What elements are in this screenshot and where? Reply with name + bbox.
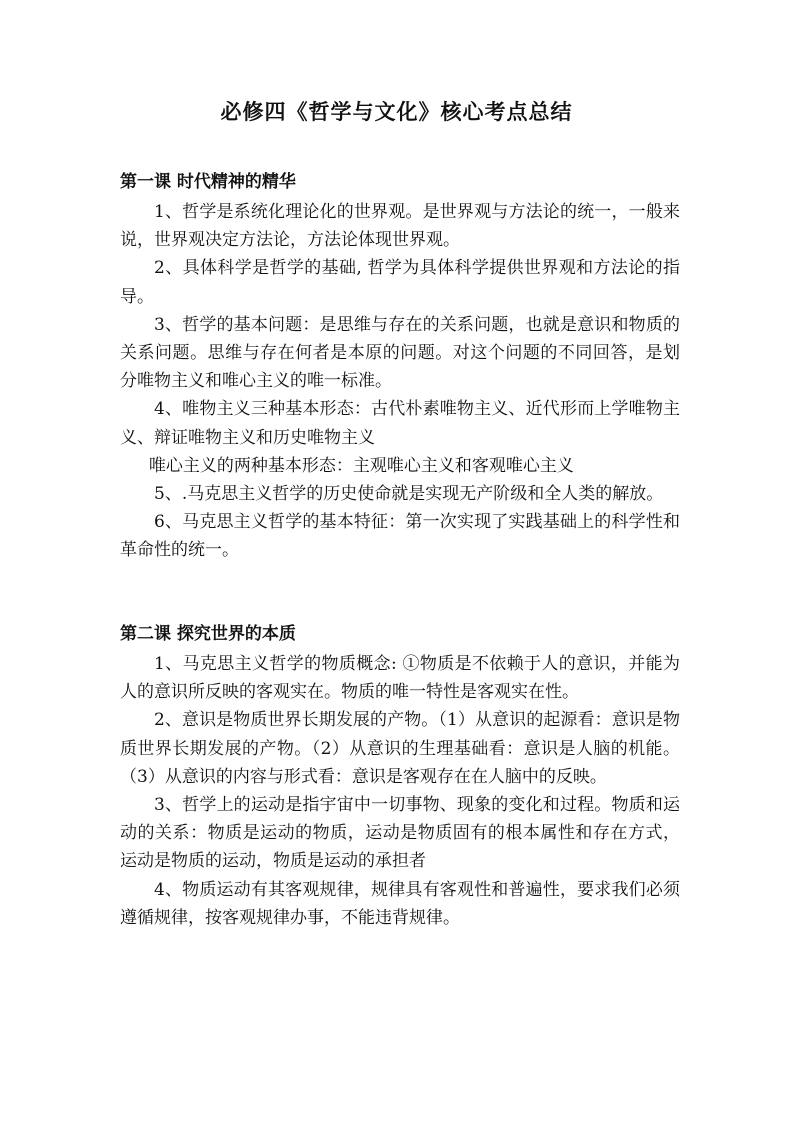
paragraph: 4、唯物主义三种基本形态：古代朴素唯物主义、近代形而上学唯物主义、辩证唯物主义和历史唯物主义	[120, 399, 680, 448]
section-heading: 第二课 探究世界的本质	[120, 624, 296, 644]
paragraph: 唯心主义的两种基本形态：主观唯心主义和客观唯心主义	[148, 455, 574, 476]
paragraph: 2、具体科学是哲学的基础, 哲学为具体科学提供世界观和方法论的指导。	[120, 258, 680, 307]
section-lesson-2	[120, 622, 680, 932]
page-title: 必修四《哲学与文化》核心考点总结	[220, 99, 573, 124]
paragraph: 6、马克思主义哲学的基本特征：第一次实现了实践基础上的科学性和革命性的统一。	[120, 512, 680, 561]
paragraph: 1、马克思主义哲学的物质概念: ①物质是不依赖于人的意识，并能为人的意识所反映的客观实在。物质的唯一特性是客观实在性。	[120, 654, 680, 703]
paragraph: 3、哲学的基本问题：是思维与存在的关系问题，也就是意识和物质的关系问题。思维与存在何者是本原的问题。对这个问题的不同回答，是划分唯物主义和唯心主义的唯一标准。	[120, 314, 680, 392]
paragraph: 1、哲学是系统化理论化的世界观。是世界观与方法论的统一，一般来说，世界观决定方法论，方法论体现世界观。	[120, 202, 680, 251]
section-heading: 第一课 时代精神的精华	[120, 172, 296, 192]
paragraph: 2、意识是物质世界长期发展的产物。（1）从意识的起源看：意识是物质世界长期发展的产物。（2）从意识的生理基础看：意识是人脑的机能。（3）从意识的内容与形式看：意识是客观存在在人脑中的反映。	[120, 710, 680, 787]
paragraph: 3、哲学上的运动是指宇宙中一切事物、现象的变化和过程。物质和运动的关系：物质是运动的物质，运动是物质固有的根本属性和存在方式，运动是物质的运动，物质是运动的承担者	[120, 795, 680, 872]
section-lesson-1	[120, 170, 680, 565]
paragraph: 4、物质运动有其客观规律，规律具有客观性和普遍性，要求我们必须遵循规律，按客观规律办事，不能违背规律。	[120, 879, 680, 928]
paragraph: 5、.马克思主义哲学的历史使命就是实现无产阶级和全人类的解放。	[154, 484, 664, 505]
